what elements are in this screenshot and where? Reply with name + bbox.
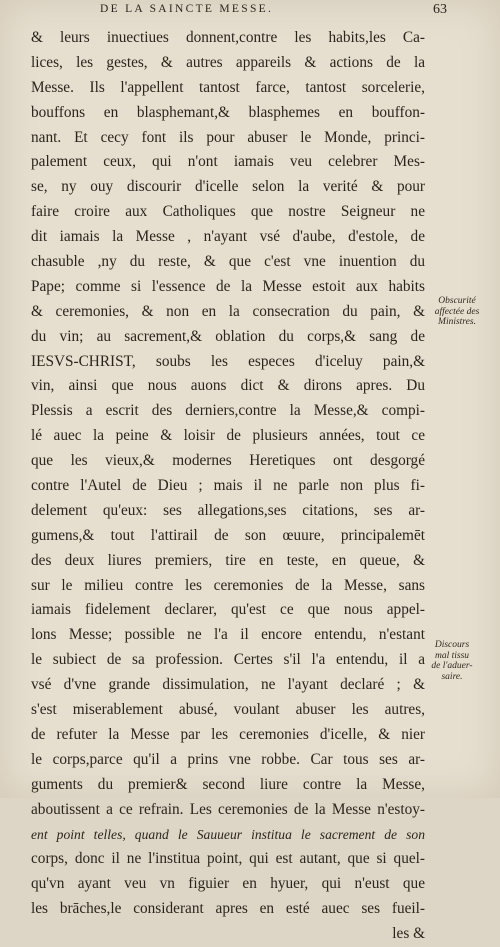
text-line: vin, ainsi que nous auons dict & dirons apres. Du (31, 377, 425, 395)
text-line: le subiect de sa profession. Certes s'il l'a entendu, il a (31, 651, 425, 669)
text-line: qu'vn ayant veu vn figuier en hyuer, qui n'eust que (31, 875, 425, 893)
text-line: sur le milieu contre les ceremonies de la Messe, sans (31, 576, 425, 594)
margin-note-line: affectée des (434, 306, 480, 317)
body-text (31, 26, 425, 947)
text-line: lices, les gestes, & autres appareils & actions de la (31, 53, 425, 71)
text-line: & ceremonies, & non en la consecration du pain, & (31, 302, 425, 320)
text-line: aboutissent a ce refrain. Les ceremonies de la Messe n'estoy- (31, 800, 425, 818)
text-line: delement qu'eux: ses allegations,ses citations, ses ar- (31, 501, 425, 519)
text-line: le corps,parce qu'il a prins vne robbe. Car tous ses ar- (31, 750, 425, 768)
margin-note-line: de l'aduer- (431, 661, 473, 671)
margin-note-discours (426, 640, 478, 682)
text-line: palement ceux, qui n'ont iamais veu celebrer Mes- (31, 153, 425, 171)
page-number: 63 (433, 2, 447, 17)
text-line: chasuble ,ny du reste, & que c'est vne inuention du (31, 253, 425, 271)
text-line: de refuter la Messe par les ceremonies d'icelle, & nier (31, 725, 425, 743)
text-line: les brāches,le considerant apres en esté auec ses fueil- (31, 900, 425, 918)
text-line: lé auec la peine & loisir de plusieurs années, tout ce (31, 427, 425, 445)
italic-text-line: ent point telles, quand le Sauueur institua le sacrement de son (31, 826, 425, 842)
margin-note-line: Obscurité (438, 296, 476, 306)
text-line: guments du premier& second liure contre la Messe, (31, 775, 425, 793)
text-line: s'est miserablement abusé, voulant abuser les autres, (31, 701, 425, 719)
text-line: se, ny ouy discourir d'icelle selon la verité & pour (31, 178, 425, 196)
text-line: vsé d'vne grande dissimulation, ne l'ayant declaré ; & (31, 676, 425, 694)
text-line: contre l'Autel de Dieu ; mais il ne parle non plus fi- (31, 477, 425, 495)
text-line: iamais fidelement declarer, qu'est ce que nous appel- (31, 601, 425, 619)
catchword-line: les & (392, 925, 425, 943)
text-line: dit iamais la Messe , n'ayant vsé d'aube, d'estole, de (31, 228, 425, 246)
margin-note-obscurite (425, 296, 489, 328)
margin-note-line: saire. (441, 671, 463, 682)
text-line: Messe. Ils l'appellent tantost farce, tantost sorcelerie, (31, 78, 425, 96)
running-title: DE LA SAINCTE MESSE. (100, 3, 274, 15)
text-line: corps, donc il ne l'institua point, qui est autant, que si quel- (31, 850, 425, 868)
margin-note-line: Ministres. (438, 317, 476, 327)
text-line: faire croire aux Catholiques que nostre Seigneur ne (31, 203, 425, 221)
text-line: Pape; comme si l'essence de la Messe estoit aux habits (31, 277, 425, 295)
text-line: IESVS-CHRIST, soubs les especes d'iceluy pain,& (31, 352, 425, 370)
text-line: bouffons en blasphemant,& blasphemes en bouffon- (31, 103, 425, 121)
margin-note-line: mal tissu (434, 650, 470, 661)
text-line: nant. Et cecy font ils pour abuser le Monde, princi- (31, 128, 425, 146)
text-line: lons Messe; possible ne l'a il encore entendu, n'estant (31, 626, 425, 644)
text-line: des deux liures premiers, tire en teste, en queue, & (31, 551, 425, 569)
text-line: & leurs inuectiues donnent,contre les habits,les Ca- (31, 29, 425, 46)
text-line: gumens,& tout l'attirail de son œuure, principalemēt (31, 526, 425, 544)
margin-note-line: Discours (434, 640, 470, 650)
text-line: que les vieux,& modernes Heretiques ont desgorgé (31, 452, 425, 470)
text-line: Plessis a escrit des derniers,contre la Messe,& compi- (31, 402, 425, 420)
text-line: du vin; au sacrement,& oblation du corps,& sang de (31, 327, 425, 345)
